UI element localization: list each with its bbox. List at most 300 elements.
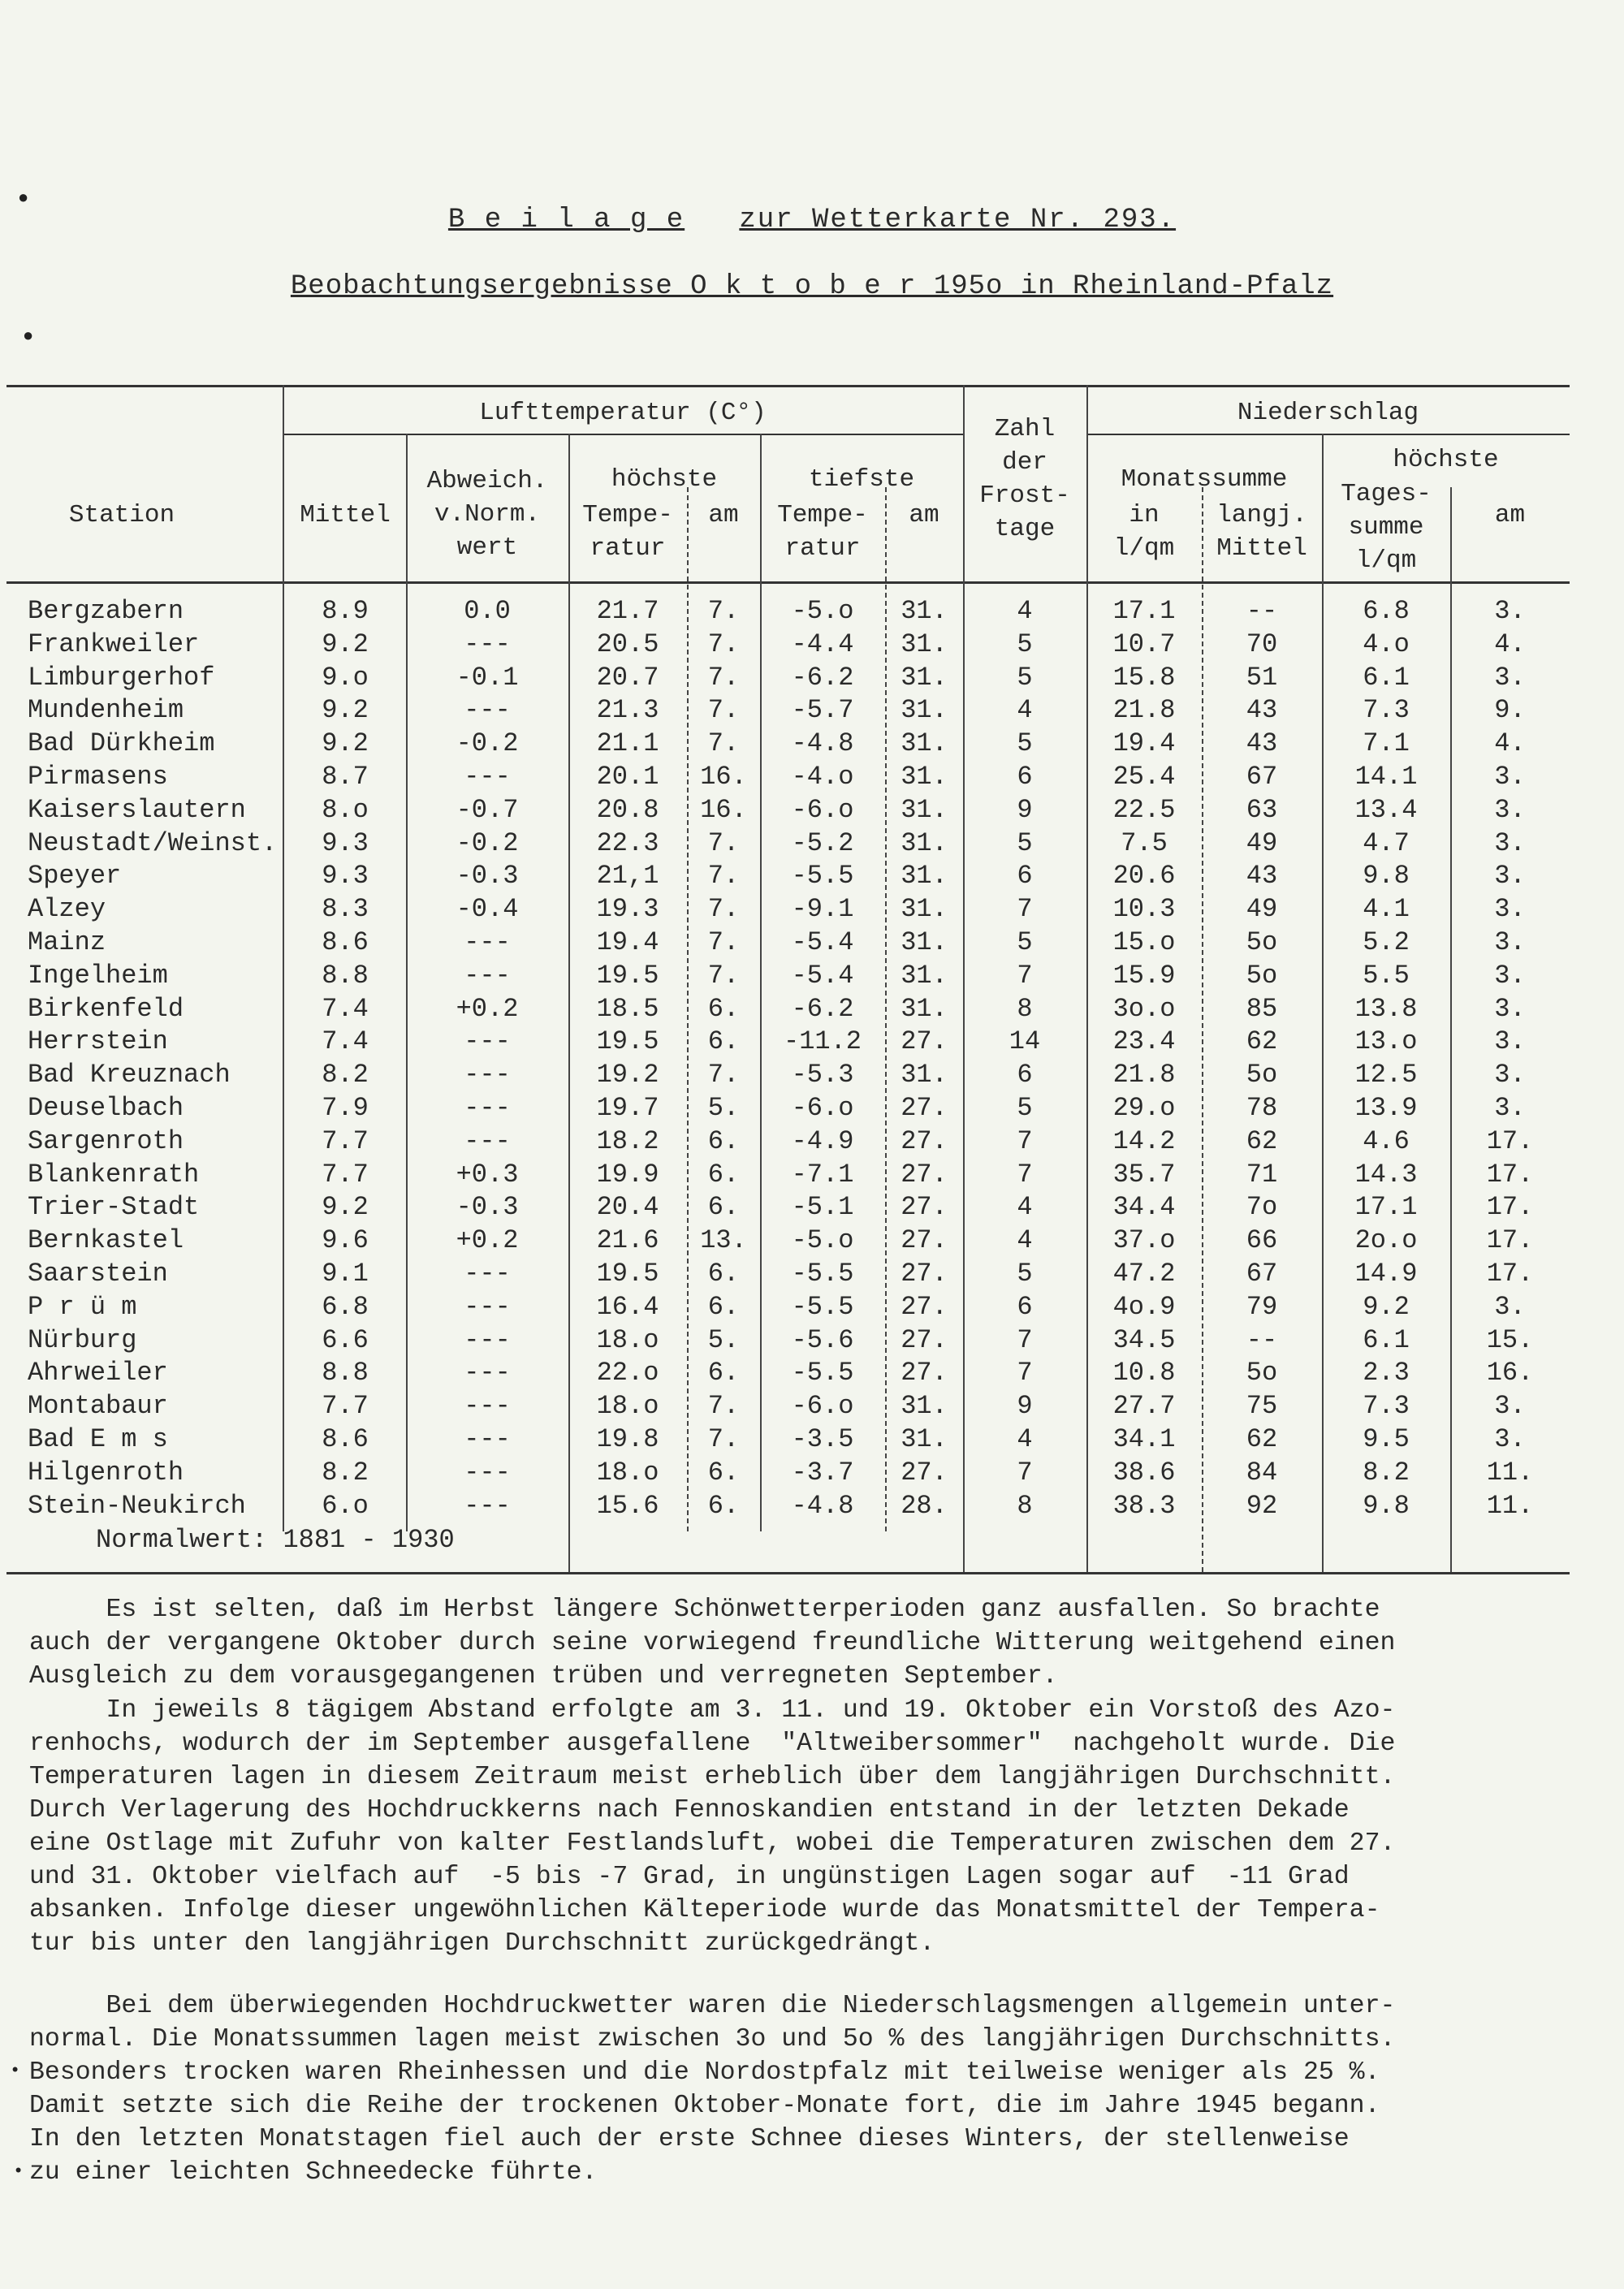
header-hoechste-am: am [708,501,739,529]
paragraph: Es ist selten, daß im Herbst längere Schönwetterperioden ganz ausfallen. So brachte auch der vergangene Oktober durch seine vorwiegend freundliche Witterung weitgehend einen Ausgleich zu dem vorausgegangenen trüben und verregneten September. [29,1596,1396,1691]
cell-hoechste-temp: 19.3 [596,894,659,925]
cell-frosttage: 7 [1017,1125,1033,1156]
cell-station: Sargenroth [28,1125,184,1156]
cell-hoechste-am: 6. [707,1259,740,1289]
cell-tages-hoechste: 7.3 [1363,695,1410,726]
cell-tiefste-temp: -5.4 [791,960,854,991]
cell-abweichung: --- [464,1125,511,1156]
cell-mittel: 8.2 [322,1060,369,1091]
cell-frosttage: 7 [1017,1358,1033,1389]
cell-tiefste-temp: -5.o [791,1225,854,1256]
cell-mittel: 6.o [322,1490,369,1521]
cell-tages-am: 3. [1494,794,1526,825]
cell-tiefste-temp: -5.5 [791,1291,854,1322]
cell-frosttage: 9 [1017,794,1033,825]
cell-hoechste-temp: 20.1 [596,762,659,792]
title-rest: zur Wetterkarte Nr. 293. [739,205,1177,235]
cell-hoechste-am: 16. [700,762,747,792]
cell-tiefste-temp: -6.2 [791,662,854,693]
cell-hoechste-am: 6. [707,1490,740,1521]
cell-hoechste-am: 5. [707,1093,740,1123]
header-abweich-line: v.Norm. [434,500,541,529]
cell-tages-hoechste: 7.1 [1363,728,1410,759]
header-tages-am: am [1494,501,1526,529]
cell-frosttage: 6 [1017,1291,1033,1322]
cell-hoechste-temp: 19.2 [596,1060,659,1091]
paragraph: In jeweils 8 tägigem Abstand erfolgte am 3. 11. und 19. Oktober ein Vorstoß des Azo- renhochs, wodurch der im September ausgefallene "Altweibersommer" nachgeholt wurde. Die Temperaturen lagen in diesem Zeitraum meist erheblich über dem langjährigen Durchschnitt. Durch Verlagerung des Hochdruckkerns nach Fennoskandien entstand in der letzten Dekade eine Ostlage mit Zufuhr von kalter Festlandsluft, wobei die Temperaturen zwischen dem 27. und 31. Oktober vielfach auf -5 bis -7 Grad, in ungünstigen Lagen sogar auf -11 Grad absanken. Infolge dieser ungewöhnlichen Kälteperiode wurde das Monatsmittel der Tempera- tur bis unter den langjährigen Durchschnitt zurückgedrängt. [29,1696,1396,1958]
header-frost-line: Zahl [994,415,1056,443]
cell-station: Bad Kreuznach [28,1060,231,1091]
cell-langj-mittel: 62 [1246,1424,1278,1454]
cell-frosttage: 5 [1017,1259,1033,1289]
cell-mittel: 9.3 [322,861,369,892]
cell-hoechste-temp: 22.3 [596,827,659,858]
cell-mittel: 8.2 [322,1457,369,1488]
cell-tiefste-am: 31. [901,728,948,759]
cell-hoechste-am: 7. [707,1424,740,1454]
cell-tages-am: 3. [1494,927,1526,957]
cell-monatssumme: 34.1 [1112,1424,1176,1454]
cell-monatssumme: 15.9 [1112,960,1176,991]
cell-frosttage: 5 [1017,662,1033,693]
cell-tiefste-am: 27. [901,1291,948,1322]
cell-frosttage: 6 [1017,1060,1033,1091]
table-bottom-rule [6,1572,1570,1574]
cell-tages-am: 3. [1494,1291,1526,1322]
cell-abweichung: +0.2 [456,993,519,1024]
cell-tiefste-am: 31. [901,628,948,659]
cell-tiefste-am: 28. [901,1490,948,1521]
precip-group-rule [1086,434,1570,435]
cell-tages-am: 3. [1494,861,1526,892]
cell-station: Stein-Neukirch [28,1490,246,1521]
cell-tages-am: 3. [1494,1026,1526,1057]
cell-abweichung: --- [464,1060,511,1091]
cell-tiefste-temp: -6.o [791,1093,854,1123]
cell-station: Blankenrath [28,1159,200,1190]
cell-frosttage: 4 [1017,596,1033,626]
cell-monatssumme: 21.8 [1112,695,1176,726]
cell-tages-hoechste: 9.2 [1363,1291,1410,1322]
cell-frosttage: 7 [1017,894,1033,925]
cell-tiefste-temp: -5.5 [791,1259,854,1289]
document-subtitle: Beobachtungsergebnisse O k t o b e r 195o in Rheinland-Pfalz [290,271,1334,302]
cell-tiefste-am: 27. [901,1358,948,1389]
cell-langj-mittel: 78 [1246,1093,1278,1123]
cell-hoechste-am: 7. [707,695,740,726]
cell-monatssumme: 27.7 [1112,1391,1176,1422]
cell-tages-hoechste: 13.8 [1354,993,1418,1024]
cell-abweichung: --- [464,960,511,991]
cell-tiefste-temp: -4.9 [791,1125,854,1156]
cell-tiefste-am: 27. [901,1225,948,1256]
cell-tiefste-am: 31. [901,1391,948,1422]
cell-langj-mittel: 79 [1246,1291,1278,1322]
cell-tiefste-temp: -4.o [791,762,854,792]
cell-hoechste-am: 6. [707,1358,740,1389]
cell-frosttage: 8 [1017,1490,1033,1521]
cell-mittel: 8.7 [322,762,369,792]
cell-station: Neustadt/Weinst. [28,827,278,858]
cell-monatssumme: 47.2 [1112,1259,1176,1289]
cell-hoechste-am: 13. [700,1225,747,1256]
cell-langj-mittel: 85 [1246,993,1278,1024]
cell-abweichung: --- [464,762,511,792]
cell-tiefste-temp: -6.o [791,1391,854,1422]
header-tages-line: summe [1348,513,1424,542]
cell-mittel: 7.9 [322,1093,369,1123]
cell-langj-mittel: 67 [1246,1259,1278,1289]
cell-mittel: 7.7 [322,1159,369,1190]
cell-tiefste-temp: -3.7 [791,1457,854,1488]
cell-abweichung: --- [464,1358,511,1389]
cell-mittel: 7.7 [322,1391,369,1422]
cell-langj-mittel: 71 [1246,1159,1278,1190]
cell-monatssumme: 29.o [1112,1093,1176,1123]
cell-mittel: 8.8 [322,1358,369,1389]
cell-station: Nürburg [28,1324,137,1355]
cell-hoechste-temp: 19.5 [596,1026,659,1057]
cell-frosttage: 6 [1017,762,1033,792]
cell-tages-hoechste: 4.7 [1363,827,1410,858]
header-mittel: Mittel [300,501,391,529]
paragraph: Bei dem überwiegenden Hochdruckwetter waren die Niederschlagsmengen allgemein unter- normal. Die Monatssummen lagen meist zwischen 3o und 5o % des langjährigen Durchschnitts. Besonders trocken waren Rheinhessen und die Nordostpfalz mit teilweise weniger als 25 %. Damit setzte sich die Reihe der trockenen Oktober-Monate fort, die im Jahre 1945 begann. In den letzten Monatstagen fiel auch der erste Schnee dieses Winters, der stellenweise zu einer leichten Schneedecke führte. [29,1992,1396,2187]
cell-mittel: 9.3 [322,827,369,858]
cell-mittel: 8.3 [322,894,369,925]
cell-tiefste-temp: -4.4 [791,628,854,659]
cell-monatssumme: 10.8 [1112,1358,1176,1389]
cell-tiefste-temp: -5.6 [791,1324,854,1355]
cell-monatssumme: 7.5 [1121,827,1168,858]
cell-hoechste-am: 7. [707,960,740,991]
cell-mittel: 9.o [322,662,369,693]
header-lufttemperatur: Lufttemperatur (C°) [479,399,767,427]
cell-hoechste-am: 7. [707,927,740,957]
cell-tiefste-am: 27. [901,1026,948,1057]
header-station: Station [68,501,175,529]
cell-tages-am: 3. [1494,827,1526,858]
cell-mittel: 8.9 [322,596,369,626]
cell-tages-hoechste: 6.1 [1363,1324,1410,1355]
cell-tiefste-temp: -5.3 [791,1060,854,1091]
cell-tiefste-am: 31. [901,762,948,792]
header-langj-mittel [1202,499,1322,565]
cell-tiefste-am: 31. [901,993,948,1024]
cell-monatssumme: 34.5 [1112,1324,1176,1355]
document-title [0,205,1624,235]
cell-hoechste-temp: 21.3 [596,695,659,726]
cell-abweichung: --- [464,1457,511,1488]
cell-monatssumme: 35.7 [1112,1159,1176,1190]
cell-frosttage: 4 [1017,1192,1033,1223]
cell-langj-mittel: 70 [1246,628,1278,659]
header-temp-line: Tempe- [777,501,868,529]
cell-monatssumme: 3o.o [1112,993,1176,1024]
cell-tages-am: 11. [1486,1457,1534,1488]
cell-tages-hoechste: 8.2 [1363,1457,1410,1488]
cell-langj-mittel: 66 [1246,1225,1278,1256]
cell-hoechste-temp: 22.o [596,1358,659,1389]
cell-tages-am: 3. [1494,993,1526,1024]
cell-station: Birkenfeld [28,993,184,1024]
header-niederschlag: Niederschlag [1237,399,1419,427]
cell-mittel: 9.6 [322,1225,369,1256]
cell-tiefste-am: 31. [901,596,948,626]
header-frost-line: der [1002,448,1047,477]
cell-tiefste-am: 27. [901,1457,948,1488]
cell-tages-am: 3. [1494,1093,1526,1123]
cell-monatssumme: 22.5 [1112,794,1176,825]
table-top-rule [6,385,1570,387]
cell-monatssumme: 10.7 [1112,628,1176,659]
cell-abweichung: 0.0 [464,596,511,626]
cell-hoechste-am: 6. [707,1291,740,1322]
cell-hoechste-temp: 20.5 [596,628,659,659]
header-abweich-line: wert [456,533,518,562]
cell-monatssumme: 25.4 [1112,762,1176,792]
cell-langj-mittel: 43 [1246,861,1278,892]
cell-tages-hoechste: 4.1 [1363,894,1410,925]
header-in-qm [1086,499,1202,565]
header-bottom-rule [6,581,1570,584]
cell-tages-hoechste: 17.1 [1354,1192,1418,1223]
cell-abweichung: -0.2 [456,827,519,858]
header-tages-line: Tages- [1341,480,1432,508]
cell-tages-am: 17. [1486,1125,1534,1156]
cell-monatssumme: 14.2 [1112,1125,1176,1156]
cell-station: Kaiserslautern [28,794,246,825]
cell-station: Bernkastel [28,1225,184,1256]
header-abweich [406,464,568,564]
cell-hoechste-temp: 19.8 [596,1424,659,1454]
cell-tiefste-am: 31. [901,894,948,925]
cell-station: Alzey [28,894,106,925]
cell-langj-mittel: 5o [1246,927,1278,957]
header-inqm-line: l/qm [1113,534,1175,563]
cell-tiefste-temp: -11.2 [783,1026,862,1057]
cell-station: Montabaur [28,1391,168,1422]
cell-tiefste-am: 27. [901,1159,948,1190]
cell-tiefste-temp: -6.2 [791,993,854,1024]
cell-tages-am: 17. [1486,1159,1534,1190]
cell-tages-hoechste: 9.5 [1363,1424,1410,1454]
cell-hoechste-temp: 20.4 [596,1192,659,1223]
cell-langj-mittel: 5o [1246,960,1278,991]
cell-tages-am: 9. [1494,695,1526,726]
cell-frosttage: 9 [1017,1391,1033,1422]
cell-hoechste-am: 7. [707,596,740,626]
cell-langj-mittel: 7o [1246,1192,1278,1223]
cell-mittel: 9.2 [322,1192,369,1223]
cell-station: Mainz [28,927,106,957]
cell-tiefste-am: 31. [901,927,948,957]
header-langj-line: langj. [1216,501,1307,529]
cell-station: Bergzabern [28,596,184,626]
cell-tages-am: 4. [1494,728,1526,759]
cell-tiefste-am: 31. [901,1424,948,1454]
cell-hoechste-am: 6. [707,1125,740,1156]
cell-monatssumme: 23.4 [1112,1026,1176,1057]
cell-tiefste-am: 31. [901,1060,948,1091]
cell-tiefste-am: 27. [901,1324,948,1355]
cell-tages-hoechste: 12.5 [1354,1060,1418,1091]
cell-station: Limburgerhof [28,662,215,693]
cell-mittel: 9.2 [322,728,369,759]
header-tiefste: tiefste [808,465,915,494]
header-hoechste: höchste [611,465,718,494]
cell-station: Mundenheim [28,695,184,726]
cell-frosttage: 8 [1017,993,1033,1024]
cell-langj-mittel: 51 [1246,662,1278,693]
cell-tages-hoechste: 4.6 [1363,1125,1410,1156]
cell-monatssumme: 10.3 [1112,894,1176,925]
header-temp-line: ratur [784,534,861,563]
cell-monatssumme: 15.8 [1112,662,1176,693]
cell-tages-am: 17. [1486,1192,1534,1223]
cell-tiefste-temp: -4.8 [791,728,854,759]
cell-tages-hoechste: 14.9 [1354,1259,1418,1289]
cell-abweichung: --- [464,1324,511,1355]
cell-tages-hoechste: 5.2 [1363,927,1410,957]
cell-frosttage: 4 [1017,1424,1033,1454]
header-temp-line: ratur [590,534,666,563]
cell-tages-hoechste: 13.9 [1354,1093,1418,1123]
cell-tiefste-temp: -5.2 [791,827,854,858]
cell-tiefste-am: 27. [901,1192,948,1223]
punch-mark: ● [18,188,29,209]
cell-frosttage: 5 [1017,827,1033,858]
cell-hoechste-temp: 16.4 [596,1291,659,1322]
cell-monatssumme: 17.1 [1112,596,1176,626]
cell-tages-hoechste: 13.o [1354,1026,1418,1057]
cell-tages-hoechste: 4.o [1363,628,1410,659]
cell-tages-hoechste: 6.8 [1363,596,1410,626]
cell-abweichung: --- [464,1490,511,1521]
cell-abweichung: -0.1 [456,662,519,693]
cell-hoechste-am: 7. [707,728,740,759]
cell-hoechste-am: 5. [707,1324,740,1355]
cell-tiefste-temp: -6.o [791,794,854,825]
header-langj-line: Mittel [1216,534,1307,563]
cell-tiefste-am: 31. [901,960,948,991]
header-frost-line: Frost- [979,482,1070,510]
cell-tiefste-temp: -9.1 [791,894,854,925]
cell-frosttage: 7 [1017,1324,1033,1355]
cell-mittel: 9.2 [322,628,369,659]
cell-station: Speyer [28,861,122,892]
cell-station: P r ü m [28,1291,137,1322]
cell-tages-am: 17. [1486,1225,1534,1256]
header-hoechste-tagessumme: höchste [1393,446,1499,474]
cell-tages-hoechste: 13.4 [1354,794,1418,825]
punch-mark: ● [23,326,34,347]
cell-hoechste-am: 16. [700,794,747,825]
cell-tages-am: 16. [1486,1358,1534,1389]
cell-tages-hoechste: 2o.o [1354,1225,1418,1256]
cell-hoechste-temp: 21.7 [596,596,659,626]
cell-station: Herrstein [28,1026,168,1057]
cell-hoechste-temp: 19.9 [596,1159,659,1190]
cell-abweichung: -0.2 [456,728,519,759]
cell-mittel: 6.8 [322,1291,369,1322]
cell-tages-am: 3. [1494,1424,1526,1454]
cell-langj-mittel: 92 [1246,1490,1278,1521]
cell-hoechste-am: 7. [707,894,740,925]
cell-tiefste-am: 31. [901,662,948,693]
cell-langj-mittel: 43 [1246,695,1278,726]
cell-station: Deuselbach [28,1093,184,1123]
cell-hoechste-am: 6. [707,993,740,1024]
header-frost-line: tage [994,515,1056,543]
cell-frosttage: 7 [1017,1159,1033,1190]
cell-abweichung: --- [464,1424,511,1454]
cell-hoechste-am: 7. [707,861,740,892]
cell-hoechste-temp: 21.6 [596,1225,659,1256]
cell-mittel: 8.8 [322,960,369,991]
cell-monatssumme: 21.8 [1112,1060,1176,1091]
cell-tages-am: 17. [1486,1259,1534,1289]
header-hoechste-temperatur [568,499,687,565]
cell-abweichung: --- [464,628,511,659]
cell-mittel: 7.4 [322,993,369,1024]
cell-abweichung: -0.7 [456,794,519,825]
cell-langj-mittel: -- [1246,1324,1278,1355]
cell-tages-am: 3. [1494,662,1526,693]
header-tiefste-temperatur [760,499,885,565]
cell-hoechste-temp: 18.o [596,1391,659,1422]
cell-tages-am: 4. [1494,628,1526,659]
cell-hoechste-temp: 18.5 [596,993,659,1024]
cell-monatssumme: 34.4 [1112,1192,1176,1223]
header-abweich-line: Abweich. [426,467,548,495]
cell-mittel: 9.2 [322,695,369,726]
cell-mittel: 8.6 [322,927,369,957]
normalwert-note: Normalwert: 1881 - 1930 [96,1525,455,1555]
cell-hoechste-am: 7. [707,628,740,659]
cell-hoechste-temp: 20.7 [596,662,659,693]
cell-abweichung: --- [464,1291,511,1322]
cell-station: Bad Dürkheim [28,728,215,759]
cell-tages-hoechste: 9.8 [1363,1490,1410,1521]
cell-tages-hoechste: 7.3 [1363,1391,1410,1422]
cell-hoechste-am: 6. [707,1026,740,1057]
cell-hoechste-am: 6. [707,1192,740,1223]
cell-hoechste-temp: 19.4 [596,927,659,957]
cell-hoechste-temp: 19.5 [596,960,659,991]
cell-tages-am: 3. [1494,1060,1526,1091]
cell-frosttage: 7 [1017,960,1033,991]
cell-langj-mittel: 62 [1246,1026,1278,1057]
cell-langj-mittel: 43 [1246,728,1278,759]
header-frosttage [963,412,1086,546]
cell-langj-mittel: -- [1246,596,1278,626]
cell-abweichung: -0.4 [456,894,519,925]
cell-abweichung: --- [464,927,511,957]
cell-tiefste-temp: -3.5 [791,1424,854,1454]
cell-station: Ahrweiler [28,1358,168,1389]
cell-hoechste-temp: 21.1 [596,728,659,759]
cell-station: Trier-Stadt [28,1192,200,1223]
cell-tages-am: 3. [1494,960,1526,991]
cell-frosttage: 14 [1009,1026,1041,1057]
header-monatssumme: Monatssumme [1121,465,1288,494]
cell-hoechste-am: 7. [707,1060,740,1091]
cell-frosttage: 4 [1017,695,1033,726]
cell-monatssumme: 15.o [1112,927,1176,957]
cell-mittel: 8.6 [322,1424,369,1454]
cell-tiefste-temp: -5.o [791,596,854,626]
header-temp-line: Tempe- [582,501,673,529]
